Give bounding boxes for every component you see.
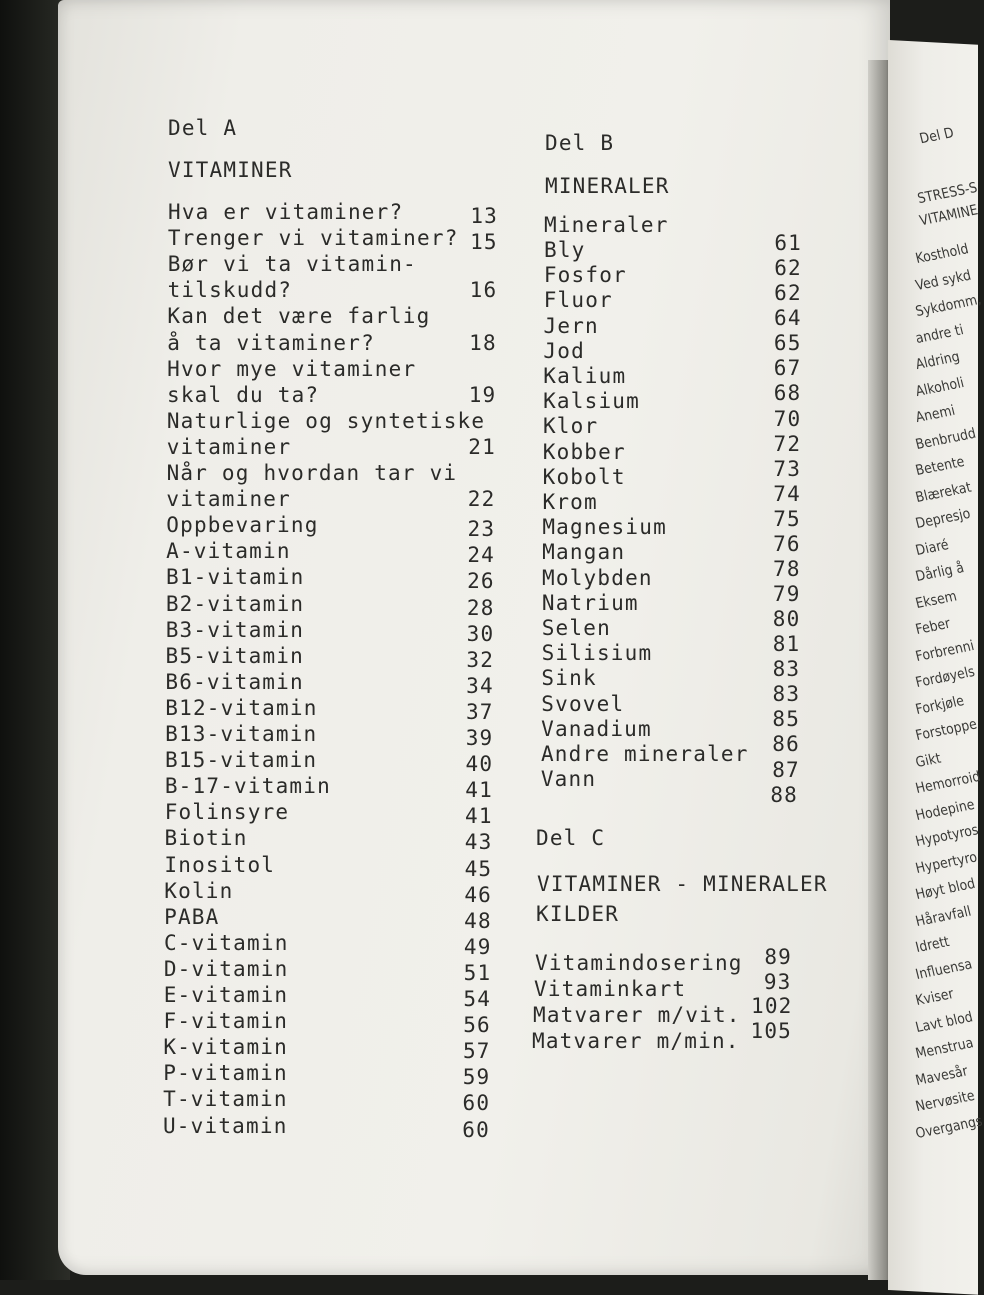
facing-page-item: Dårlig å: [914, 559, 966, 586]
facing-page-item: Forstoppe: [914, 716, 979, 745]
toc-entry-label: Vanadium: [541, 716, 652, 741]
toc-entry-label: D-vitamin: [163, 956, 289, 981]
toc-entry-label: Vitaminkart: [534, 977, 687, 1001]
toc-entry-label: Matvarer m/min.: [532, 1029, 740, 1053]
toc-entry-page: 49: [463, 934, 492, 959]
toc-entry-label: Folinsyre: [164, 800, 290, 825]
toc-entry-label: å ta vitaminer?: [167, 330, 375, 355]
toc-entry-page: 62: [774, 256, 802, 281]
toc-entry-label: E-vitamin: [163, 983, 289, 1007]
toc-entry-page: 13: [470, 204, 498, 228]
toc-entry-page: 40: [465, 752, 494, 777]
section-title-mineraler: MINERALER: [545, 174, 670, 198]
toc-entry-label: Kolin: [164, 878, 234, 903]
section-label-del-b: Del B: [545, 131, 615, 155]
facing-page-item: Blærekat: [914, 479, 974, 506]
toc-entry-page: 39: [465, 726, 494, 750]
facing-page-item: Høyt blod: [914, 875, 977, 904]
facing-page-item: Lavt blod: [914, 1008, 975, 1036]
facing-page-item: Kosthold: [914, 241, 971, 268]
facing-page-item: Hypertyro: [914, 848, 979, 877]
toc-entry-page: 19: [468, 382, 497, 407]
toc-entry-label: K-vitamin: [163, 1035, 288, 1060]
toc-entry-label: Klor: [542, 414, 599, 439]
facing-page-item: Sykdomm,: [914, 291, 983, 321]
toc-entry-page: 72: [773, 431, 802, 456]
facing-page-item: Forbrenni: [914, 637, 976, 665]
facing-page-item: Feber: [914, 615, 952, 639]
toc-entry-page: 88: [770, 782, 798, 807]
toc-entry-page: 74: [773, 481, 801, 506]
toc-entry-label: tilskudd?: [167, 278, 293, 303]
toc-entry-page: 83: [772, 657, 801, 682]
toc-entry-label: Sink: [541, 666, 597, 691]
facing-page-item: Aldring: [914, 348, 962, 374]
toc-entry-page: 102: [751, 994, 793, 1018]
toc-entry-label: PABA: [164, 904, 220, 929]
facing-page-item: Mavesår: [914, 1062, 970, 1089]
toc-entry-page: 56: [463, 1013, 491, 1038]
toc-entry-label: Svovel: [541, 691, 625, 716]
toc-entry-page: 78: [773, 556, 801, 581]
toc-entry-label: Natrium: [541, 590, 639, 615]
toc-entry-label: Kobber: [542, 439, 626, 464]
toc-entry-label: vitaminer: [166, 487, 291, 512]
toc-entry-page: 89: [764, 945, 792, 969]
toc-entry-page: 93: [763, 969, 792, 994]
toc-entry-label: A-vitamin: [166, 539, 291, 564]
toc-entry-page: 28: [466, 595, 495, 620]
toc-entry-label: Mangan: [542, 540, 626, 565]
toc-entry-label: Jern: [543, 313, 599, 338]
toc-entry-page: 32: [466, 647, 495, 672]
facing-page-item: Håravfall: [914, 903, 973, 930]
toc-entry-page: 51: [463, 960, 492, 985]
toc-entry-label: Molybden: [542, 565, 653, 590]
toc-entry-page: 65: [773, 331, 802, 356]
toc-entry-label: Biotin: [164, 826, 248, 851]
toc-entry-page: 46: [464, 882, 493, 907]
toc-entry-label: Bør vi ta vitamin-: [167, 252, 417, 277]
toc-entry-page: 83: [772, 682, 801, 707]
toc-entry-page: 43: [464, 830, 493, 855]
toc-entry-page: 61: [774, 231, 802, 255]
toc-entry-label: B15-vitamin: [164, 748, 318, 773]
toc-entry-page: 24: [467, 543, 495, 568]
facing-page-item: Depresjo: [914, 505, 973, 533]
toc-entry-label: Selen: [541, 616, 611, 640]
facing-page-item: Influensa: [914, 955, 974, 983]
toc-entry-page: 60: [462, 1091, 491, 1116]
toc-entry-label: B5-vitamin: [165, 643, 304, 668]
facing-page-item: Idrett: [914, 933, 952, 957]
toc-entry-label: Silisium: [541, 641, 653, 666]
toc-entry-label: Trenger vi vitaminer?: [167, 226, 459, 251]
toc-entry-label: B2-vitamin: [165, 591, 305, 616]
facing-page-item: andre ti: [914, 321, 966, 347]
toc-entry-label: B3-vitamin: [165, 617, 305, 642]
toc-entry-label: T-vitamin: [163, 1087, 288, 1112]
toc-entry-page: 22: [467, 487, 496, 512]
facing-page-item: Hypotyros: [914, 822, 981, 851]
facing-page-del-d: Del D: [918, 124, 956, 148]
toc-entry-page: 37: [465, 699, 494, 724]
toc-entry-label: Matvarer m/vit.: [533, 1003, 741, 1027]
facing-page-item: Diaré: [914, 536, 951, 559]
toc-entry-label: Når og hvordan tar vi: [166, 461, 458, 485]
toc-entry-page: 79: [772, 582, 801, 607]
toc-entry-label: B1-vitamin: [165, 565, 305, 590]
toc-entry-page: 15: [470, 230, 498, 255]
section-label-del-c: Del C: [536, 826, 606, 850]
toc-entry-page: 81: [772, 632, 801, 657]
section-title-kilder-line1: VITAMINER - MINERALER: [537, 872, 828, 896]
toc-entry-page: 105: [750, 1018, 793, 1043]
toc-entry-page: 18: [469, 330, 497, 355]
facing-page-title-line1: STRESS-S: [916, 179, 979, 208]
facing-page-item: Menstrua: [914, 1035, 976, 1063]
toc-entry-label: Hva er vitaminer?: [168, 200, 404, 224]
toc-entry-label: skal du ta?: [166, 382, 320, 407]
section-title-vitaminer: VITAMINER: [168, 158, 293, 182]
toc-entry-page: 60: [462, 1117, 490, 1142]
toc-entry-page: 59: [462, 1065, 491, 1090]
section-label-del-a: Del A: [168, 116, 238, 140]
toc-entry-page: 64: [774, 306, 802, 331]
toc-entry-page: 70: [773, 406, 802, 431]
facing-page-item: Benbrudd: [914, 425, 978, 453]
toc-entry-page: 62: [774, 281, 802, 306]
toc-entry-page: 85: [772, 707, 801, 732]
toc-entry-page: 34: [466, 673, 494, 698]
toc-entry-page: 26: [467, 569, 495, 594]
toc-entry-page: 87: [772, 757, 800, 782]
toc-entry-label: Kobolt: [542, 464, 626, 489]
toc-entry-page: 21: [468, 434, 496, 459]
toc-entry-label: Kalium: [543, 364, 627, 388]
toc-entry-label: Magnesium: [542, 515, 667, 540]
facing-page-item: Kviser: [914, 985, 956, 1010]
toc-entry-page: 48: [464, 908, 492, 933]
facing-page-item: Forkjøle: [914, 692, 966, 718]
toc-entry-label: Vann: [540, 767, 597, 792]
section-title-kilder-line2: KILDER: [536, 902, 620, 926]
toc-entry-label: Hvor mye vitaminer: [167, 356, 417, 381]
toc-entry-label: B12-vitamin: [165, 695, 318, 720]
toc-entry-label: B-17-vitamin: [164, 774, 331, 799]
toc-entry-label: Naturlige og syntetiske: [166, 408, 486, 433]
toc-entry-label: B13-vitamin: [165, 722, 318, 746]
toc-entry-page: 75: [773, 506, 801, 531]
toc-entry-label: Fluor: [543, 288, 613, 313]
facing-page-item: Alkoholi: [914, 374, 966, 400]
toc-entry-page: 86: [772, 732, 800, 757]
toc-entry-label: Inositol: [164, 852, 276, 877]
toc-entry-page: 57: [462, 1039, 491, 1064]
toc-entry-label: C-vitamin: [163, 930, 289, 955]
toc-entry-page: 68: [773, 381, 802, 406]
toc-entry-label: Kan det være farlig: [167, 304, 431, 329]
toc-entry-label: Kalsium: [543, 389, 640, 414]
toc-entry-page: 45: [464, 856, 493, 881]
toc-entry-label: vitaminer: [166, 434, 292, 459]
toc-entry-page: 30: [466, 621, 495, 646]
toc-entry-label: Bly: [544, 238, 586, 262]
toc-entry-label: Fosfor: [543, 263, 627, 288]
facing-page-item: Gikt: [914, 749, 943, 771]
facing-page-item: Nervøsite: [914, 1087, 977, 1116]
toc-entry-page: 41: [465, 804, 493, 829]
facing-page-item: Eksem: [914, 587, 959, 612]
facing-page-title-line2: VITAMINE: [918, 202, 980, 230]
toc-entry-label: P-vitamin: [163, 1061, 288, 1086]
toc-entry-page: 54: [463, 987, 492, 1011]
toc-entry-label: Krom: [542, 490, 598, 514]
toc-entry-label: Mineraler: [544, 213, 669, 237]
toc-entry-page: 41: [465, 778, 493, 803]
toc-entry-label: Vitamindosering: [535, 951, 743, 975]
facing-page-item: Overgangs: [914, 1112, 984, 1142]
toc-entry-page: 80: [772, 607, 801, 632]
facing-page-item: Betente: [914, 453, 967, 480]
toc-entry-label: Jod: [543, 338, 585, 363]
toc-entry-page: 76: [773, 531, 801, 556]
toc-entry-label: F-vitamin: [163, 1009, 289, 1034]
toc-entry-page: 67: [773, 356, 802, 381]
toc-entry-label: B6-vitamin: [165, 669, 304, 694]
toc-entry-label: Oppbevaring: [166, 513, 319, 538]
toc-entry-page: 16: [469, 278, 498, 303]
toc-entry-label: Andre mineraler: [540, 742, 749, 766]
facing-page-item: Hodepine: [914, 796, 977, 824]
toc-entry-label: U-vitamin: [162, 1113, 288, 1138]
facing-page-item: Hemorroid: [914, 768, 983, 798]
facing-page-item: Anemi: [914, 402, 957, 427]
facing-page-item: Fordøyels: [914, 663, 977, 692]
toc-entry-page: 73: [773, 456, 802, 481]
toc-entry-page: 23: [467, 517, 496, 542]
facing-page-item: Ved sykd: [914, 267, 973, 294]
facing-page: [888, 40, 984, 1295]
